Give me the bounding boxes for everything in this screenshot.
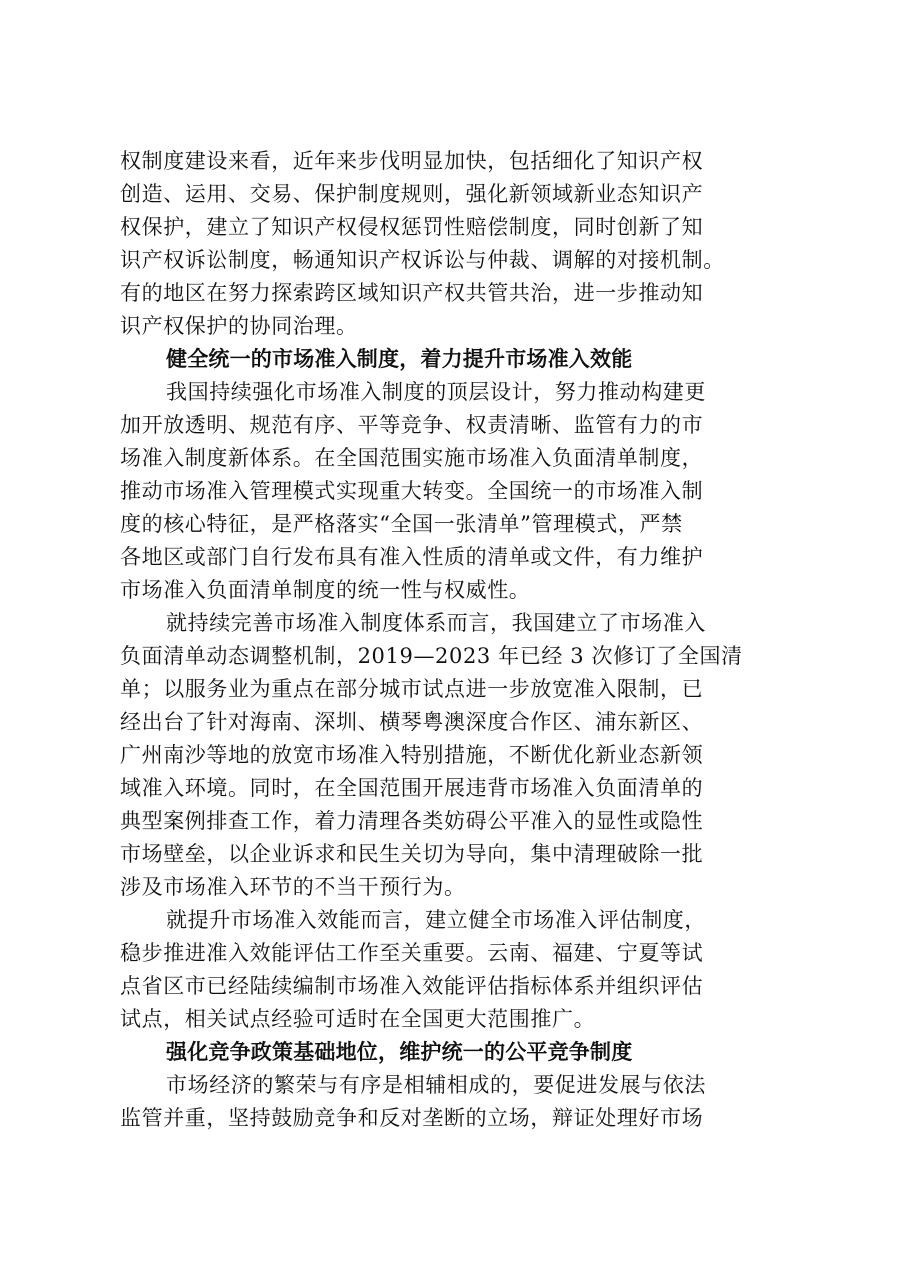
text-line: 单；以服务业为重点在部分城市试点进一步放宽准入限制，已 [120,677,704,701]
text-line: 点省区市已经陆续编制市场准入效能评估指标体系并组织评估 [120,974,704,998]
text-line: 广州南沙等地的放宽市场准入特别措施，不断优化新业态新领 [120,743,704,767]
text-line: 场准入制度新体系。在全国范围实施市场准入负面清单制度， [120,446,704,470]
text-line: 有的地区在努力探索跨区域知识产权共管共治，进一步推动知 [120,281,704,305]
text-line: 监管并重，坚持鼓励竞争和反对垄断的立场，辩证处理好市场 [120,1106,704,1130]
document-page [120,145,800,1135]
text-line: 市场壁垒，以企业诉求和民生关切为导向，集中清理破除一批 [120,842,704,866]
text-line: 识产权保护的协同治理。 [120,314,358,338]
text-line: 市场经济的繁荣与有序是相辅相成的，要促进发展与依法 [166,1073,706,1097]
text-line: 推动市场准入管理模式实现重大转变。全国统一的市场准入制 [120,479,704,503]
text-line: 就提升市场准入效能而言，建立健全市场准入评估制度， [166,908,706,932]
text-line: 各地区或部门自行发布具有准入性质的清单或文件，有力维护 [120,545,704,569]
paragraph-access-efficiency [120,904,800,1036]
text-line: 域准入环境。同时，在全国范围开展违背市场准入负面清单的 [120,776,704,800]
text-line: 稳步推进准入效能评估工作至关重要。云南、福建、宁夏等试 [120,941,704,965]
text-line: 加开放透明、规范有序、平等竞争、权责清晰、监管有力的市 [120,413,704,437]
section-heading-competition-policy: 强化竞争政策基础地位，维护统一的公平竞争制度 [166,1040,633,1064]
paragraph-market-economy [120,1069,800,1135]
paragraph-market-access-design [120,376,800,607]
text-line: 市场准入负面清单制度的统一性与权威性。 [120,578,531,602]
text-line: 我国持续强化市场准入制度的顶层设计，努力推动构建更 [166,380,706,404]
text-line: 典型案例排查工作，着力清理各类妨碍公平准入的显性或隐性 [120,809,704,833]
text-line: 权制度建设来看，近年来步伐明显加快，包括细化了知识产权 [120,149,704,173]
text-line: 识产权诉讼制度，畅通知识产权诉讼与仲裁、调解的对接机制。 [120,248,725,272]
text-line: 涉及市场准入环节的不当干预行为。 [120,875,466,899]
text-line: 度的核心特征，是严格落实“全国一张清单”管理模式，严禁 [120,512,683,536]
text-line: 就持续完善市场准入制度体系而言，我国建立了市场准入 [166,611,706,635]
text-line: 负面清单动态调整机制，2019—2023 年已经 3 次修订了全国清 [120,644,743,668]
text-line: 权保护，建立了知识产权侵权惩罚性赔偿制度，同时创新了知 [120,215,704,239]
paragraph-market-access-system [120,607,800,904]
paragraph-ip-protection [120,145,800,343]
text-line: 经出台了针对海南、深圳、横琴粤澳深度合作区、浦东新区、 [120,710,704,734]
text-line: 创造、运用、交易、保护制度规则，强化新领域新业态知识产 [120,182,704,206]
section-heading-market-access: 健全统一的市场准入制度，着力提升市场准入效能 [166,347,633,371]
text-line: 试点，相关试点经验可适时在全国更大范围推广。 [120,1007,596,1031]
